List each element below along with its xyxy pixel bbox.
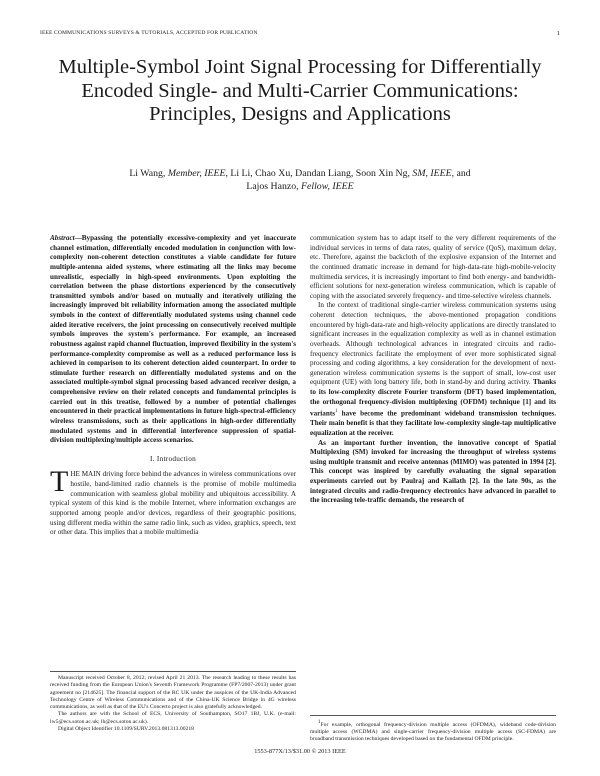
intro-text: driving force behind the advances in wireless communications over hostile, band-limited radio channels is the promise of mobile multimedia communication with seamless global mobility and ubiquitous accessibility. A typical system of this kind is the mobile Internet, where information exchanges are supported among people and/or devices, regardless of their geographic positions, using different media within the same radio link, such as video, graphics, speech, text or other data. This implies that a mobile multimedia	[50, 470, 296, 537]
lead-small-caps: HE MAIN	[70, 470, 101, 479]
abstract-text: —Bypassing the potentially excessive-complexity and yet inaccurate channel estimation, differentially encoded modulation in conjunction with low-complexity non-coherent detection constitutes a viable candidate for future multiple-antenna aided systems, where estimating all the links may become unrealistic, especially in high-speed environments. Upon exploiting the correlation between the phase distortions experienced by the consecutively transmitted symbols and/or based on mutually and iteratively utilizing the increasingly improved bit reliability information among the associated multiple symbols in the context of differentially modulated systems using channel code aided iterative receivers, the joint processing on consecutively received multiple symbols improves the system's performance. For example, an increased robustness against rapid channel fluctuation, improved flexibility in the system's performance-complexity compromise as well as a reduced performance loss is achieved in comparison to its coherent detection aided counterpart. In order to stimulate further research on differentially modulated systems and on the associated multiple-symbol signal processing based advanced receiver design, a comprehensive review on their related concepts and fundamental principles is carried out in this treatise, followed by a number of potential challenges encountered in their practical implementations in future high-spectral-efficiency wireless transmissions, such as their applications in high-order differentially modulated systems and in differential interference suppression of spatial-division multiplexing/multiple access scenarios.	[50, 234, 296, 445]
right-column	[310, 234, 556, 506]
author-text: Lajos Hanzo,	[246, 181, 302, 192]
author-text: , and	[451, 168, 471, 179]
drop-cap: T	[50, 465, 69, 499]
author-membership: Member, IEEE	[167, 168, 226, 179]
bold-text: have become the predominant wideband transmission techniques. Their main benefit is that they facilitate low-complexity single-tap multiplicative equalization at the receiver.	[310, 409, 556, 437]
running-head	[40, 30, 560, 40]
footnote-text	[310, 719, 556, 744]
author-line-2	[40, 180, 560, 193]
footnote-marker: 1	[318, 720, 321, 725]
footnote-body: For example, orthogonal frequency-division multiple access (OFDMA), wideband code-division multiple access (WCDMA) and single-carrier frequency-division multiple access (SC-FDMA) are broadband transmission techniques developed based on the fundamental OFDM principle.	[310, 721, 556, 743]
bold-text: Thanks to its low-complexity discrete Fourier transform (DFT) based implementation, the orthogonal frequency-division multiplexing (OFDM) technique [1] and its variants	[310, 378, 556, 418]
footnote-marker: 1	[335, 409, 338, 415]
body-paragraph: communication system has to adapt itself to the very different requirements of the individual services in terms of data rates, quality of service (QoS), maximum delay, etc. Therefore, against the backcloth of the explosive expansion of the Internet and the continued dramatic increase in demand for high-data-rate high-mobile-velocity multimedia services, it is increasingly important to find both energy- and bandwidth-efficient solutions for next-generation wireless communication, which is capable of coping with the associated severely frequency- and time-selective wireless channels.	[310, 234, 556, 300]
author-membership: Fellow, IEEE	[301, 181, 354, 192]
author-list	[40, 167, 560, 193]
author-membership: SM, IEEE	[412, 168, 452, 179]
author-text: Li Wang,	[129, 168, 168, 179]
left-column	[50, 234, 296, 538]
manuscript-received-note: Manuscript received October 8, 2012; revised April 21 2013. The research leading to these results has received funding from the European Union's Seventh Framework Programme (FP7/2007-2013) under grant agreement no [214625]. The financial support of the RC UK under the auspices of the UK-India Advanced Technology Centre of Wireless Communications and of the China-UK Science Bridge in 4G wireless communications, as well as that of the EU's Concerto project is also gratefully acknowledged.	[50, 675, 296, 711]
body-paragraph: As an important further invention, the innovative concept of Spatial Multiplexing (SM) invoked for increasing the throughput of wireless systems using multiple transmit and receive antennas (MIMO) was patented in 1994 [2]. This concept was inspired by carefully evaluating the signal separation experiments carried out by Paulraj and Kailath [2]. In the late 90s, as the integrated circuits and radio-frequency electronics have advanced in parallel to the increasing tele-traffic demands, the research of	[310, 438, 556, 505]
left-footnotes	[50, 671, 296, 733]
page-number: 1	[556, 30, 560, 37]
body-text: In the context of traditional single-carrier wireless communication systems using coherent detection techniques, the above-mentioned propagation conditions encountered by high-data-rate and high-velocity applications are directly translated to significant increases in the equalization complexity as well as in channel estimation overheads. Although technological advances in integrated circuits and radio-frequency electronics facilitate the employment of ever more sophisticated signal processing and coding algorithms, a key consideration for the development of next-generation wireless communication systems is the support of small, low-cost user equipment (UE) with long battery life, both in stand-by and during activity.	[310, 301, 556, 387]
body-paragraph	[310, 301, 556, 438]
author-affiliation-note: The authors are with the School of ECS, University of Southampton, SO17 1BJ, U.K. (e-mail: lw5@ecs.soton.ac.uk; lh@ecs.soton.ac.uk).	[50, 711, 296, 725]
journal-name: IEEE COMMUNICATIONS SURVEYS & TUTORIALS, ACCEPTED FOR PUBLICATION	[40, 30, 258, 36]
abstract	[50, 234, 296, 446]
doi-note: Digital Object Identifier 10.1109/SURV.2013.081313.00218	[58, 726, 195, 733]
abstract-label: Abstract	[50, 234, 75, 242]
intro-paragraph	[50, 465, 296, 537]
paper-title: Multiple-Symbol Joint Signal Processing for Differentially Encoded Single- and Multi-Carrier Communications: Principles, Designs and Applications	[58, 56, 542, 125]
section-heading-introduction: I. Introduction	[149, 454, 197, 463]
author-line-1	[40, 167, 560, 180]
author-text: , Li Li, Chao Xu, Dandan Liang, Soon Xin Ng,	[225, 168, 413, 179]
copyright-line: 1553-877X/13/$31.00 © 2013 IEEE	[254, 748, 346, 755]
right-footnote	[310, 715, 556, 744]
